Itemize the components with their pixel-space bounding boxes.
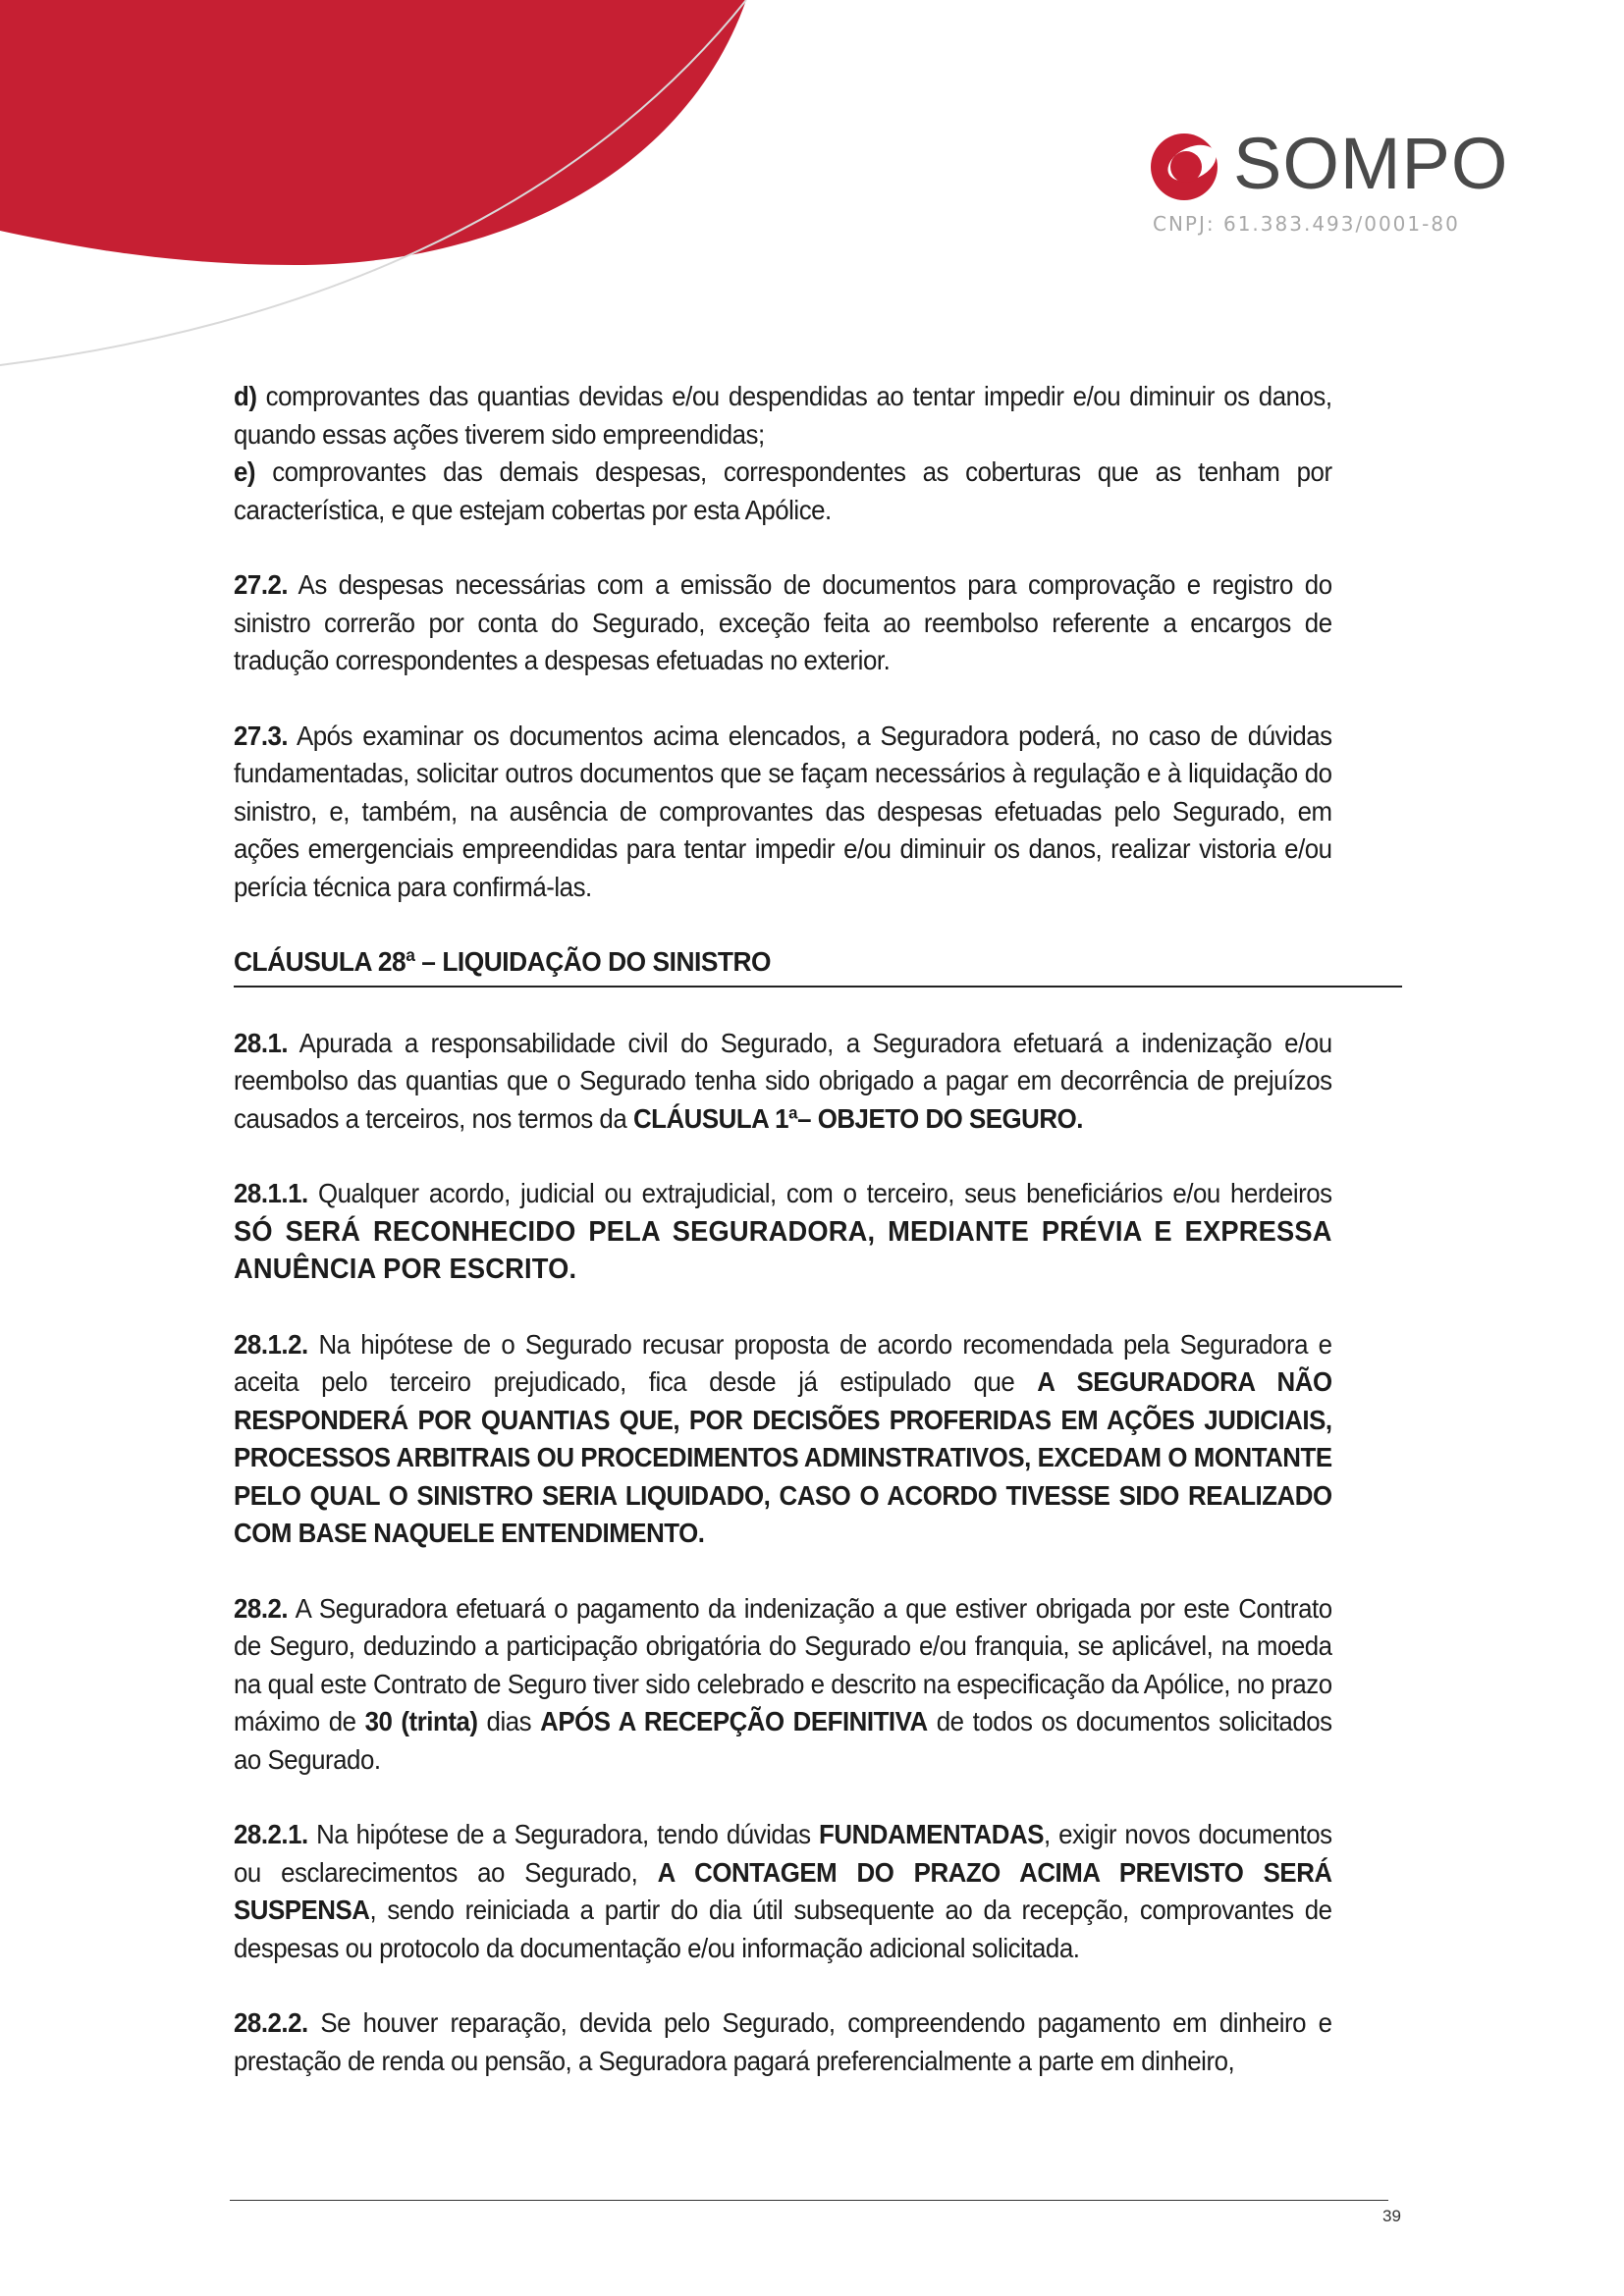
- section-number: 28.2.1.: [234, 1819, 308, 1849]
- section-number: 28.1.: [234, 1027, 289, 1058]
- section-text: dias: [477, 1706, 541, 1736]
- section-number: 28.1.2.: [234, 1328, 308, 1360]
- section-27-3: [234, 718, 1332, 907]
- section-text: As despesas necessárias com a emissão de documentos para comprovação e registro do sinistro correrão por conta do Segurado, exceção feita ao reembolso referente a encargos de tradução correspondentes a despesas efetuadas no exterior.: [234, 569, 1332, 675]
- section-text: de todos os documentos solicitados ao Segurado.: [234, 1706, 1332, 1775]
- section-text: , exigir novos documentos ou esclarecimentos ao Segurado,: [234, 1819, 1332, 1888]
- company-cnpj: CNPJ: 61.383.493/0001-80: [1153, 212, 1460, 236]
- item-e-text: comprovantes das demais despesas, correspondentes as coberturas que as tenham por característica, e que estejam cobertas por esta Apólice.: [234, 456, 1332, 525]
- section-text: Se houver reparação, devida pelo Segurado, compreendendo pagamento em dinheiro e prestação de renda ou pensão, a Seguradora pagará preferencialmente a parte em dinheiro,: [234, 2007, 1332, 2076]
- deadline-days: 30 (trinta): [364, 1706, 478, 1736]
- section-27-2: [234, 566, 1332, 680]
- item-e-label: e): [234, 456, 256, 487]
- section-number: 28.1.1.: [234, 1178, 308, 1208]
- sompo-logo-mark-icon: [1147, 128, 1225, 206]
- item-e: [234, 454, 1332, 529]
- logo-wordmark: SOMPO: [1233, 123, 1509, 204]
- section-number: 28.2.2.: [234, 2007, 308, 2038]
- clause-reference: CLÁUSULA 1ª– OBJETO DO SEGURO.: [632, 1102, 1083, 1134]
- section-28-1-2: [234, 1326, 1332, 1553]
- section-text: A Seguradora efetuará o pagamento da indenização a que estiver obrigada por este Contrato de Seguro, deduzindo a participação obrigatória do Segurado e/ou franquia, se aplicável, na moeda na qual este Contrato de Seguro tiver sido celebrado e descrito na especificação da Apólice, no prazo máximo de: [234, 1592, 1332, 1736]
- section-emphasis: A SEGURADORA NÃO RESPONDERÁ POR QUANTIAS QUE, POR DECISÕES PROFERIDAS EM AÇÕES JUDICIAIS, PROCESSOS ARBITRAIS OU PROCEDIMENTOS ADMINSTRATIVOS, EXCEDAM O MONTANTE PELO QUAL O SINISTRO SERIA LIQUIDADO, CASO O ACORDO TIVESSE SIDO REALIZADO COM BASE NAQUELE ENTENDIMENTO.: [234, 1366, 1332, 1548]
- page-number: 39: [1382, 2207, 1401, 2225]
- section-text: Apurada a responsabilidade civil do Segurado, a Seguradora efetuará a indenização e/ou reembolso das quantias que o Segurado tenha sido obrigado a pagar em decorrência de prejuízos causados a terceiros, nos termos da: [234, 1027, 1332, 1134]
- document-body: [234, 378, 1332, 2080]
- sompo-logo: [1147, 123, 1520, 245]
- section-28-1: [234, 1025, 1332, 1139]
- section-text: Após examinar os documentos acima elencados, a Seguradora poderá, no caso de dúvidas fundamentadas, solicitar outros documentos que se façam necessários à regulação e à liquidação do sinistro, e, também, na ausência de comprovantes das despesas efetuadas pelo Segurado, em ações emergenciais empreendidas para tentar impedir e/ou diminuir os danos, realizar vistoria e/ou perícia técnica para confirmá-las.: [234, 720, 1332, 902]
- section-28-1-1: [234, 1175, 1332, 1289]
- item-d: [234, 378, 1332, 454]
- section-text: Na hipótese de o Segurado recusar proposta de acordo recomendada pela Seguradora e aceita pelo terceiro prejudicado, fica desde já estipulado que: [234, 1328, 1332, 1397]
- section-emphasis: A CONTAGEM DO PRAZO ACIMA PREVISTO SERÁ SUSPENSA: [234, 1856, 1332, 1925]
- section-emphasis: FUNDAMENTADAS: [819, 1819, 1044, 1849]
- section-28-2: [234, 1590, 1332, 1780]
- item-d-label: d): [234, 381, 257, 411]
- section-28-2-1: [234, 1816, 1332, 1967]
- section-28-2-2: [234, 2004, 1332, 2080]
- section-emphasis: APÓS A RECEPÇÃO DEFINITIVA: [540, 1706, 928, 1736]
- section-text: Qualquer acordo, judicial ou extrajudicial, com o terceiro, seus beneficiários e/ou herdeiros: [307, 1178, 1332, 1208]
- section-number: 28.2.: [234, 1592, 289, 1624]
- item-d-text: comprovantes das quantias devidas e/ou despendidas ao tentar impedir e/ou diminuir os danos, quando essas ações tiverem sido empreendidas;: [234, 381, 1332, 450]
- section-text: , sendo reiniciada a partir do dia útil subsequente ao da recepção, comprovantes de despesas ou protocolo da documentação e/ou informação adicional solicitada.: [234, 1895, 1332, 1963]
- section-text: Na hipótese de a Seguradora, tendo dúvidas: [307, 1819, 820, 1849]
- section-emphasis: SÓ SERÁ RECONHECIDO PELA SEGURADORA, MEDIANTE PRÉVIA E EXPRESSA ANUÊNCIA POR ESCRITO.: [234, 1215, 1332, 1285]
- section-number: 27.2.: [234, 569, 289, 600]
- section-number: 27.3.: [234, 720, 289, 751]
- clause-28-heading: CLÁUSULA 28ª – LIQUIDAÇÃO DO SINISTRO: [234, 943, 1402, 988]
- footer-divider: [230, 2200, 1388, 2201]
